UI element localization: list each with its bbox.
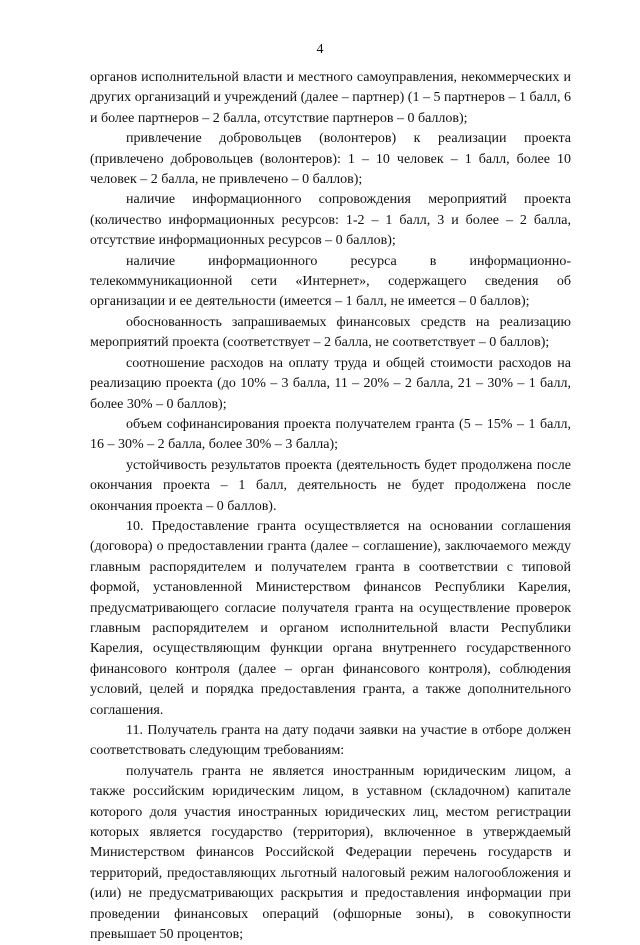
paragraph-funding-justification: обоснованность запрашиваемых финансовых средств на реализацию мероприятий проекта (соответствует – 2 балла, не соответствует – 0 баллов); bbox=[90, 314, 571, 351]
paragraph-volunteers: привлечение добровольцев (волонтеров) к реализации проекта (привлечено добровольцев (волонтеров): 1 – 10 человек – 1 балл, более 10 человек – 2 балла, не привлечено – 0 баллов); bbox=[90, 131, 571, 188]
paragraph-information-support: наличие информационного сопровождения мероприятий проекта (количество информационных ресурсов: 1-2 – 1 балл, 3 и более – 2 балла, отсутствие информационных ресурсов – 0 баллов); bbox=[90, 192, 571, 249]
paragraph-clause-11: 11. Получатель гранта на дату подачи заявки на участие в отборе должен соответствовать следующим требованиям: bbox=[90, 723, 571, 759]
paragraph-labor-cost-ratio: соотношение расходов на оплату труда и общей стоимости расходов на реализацию проекта (до 10% – 3 балла, 11 – 20% – 2 балла, 21 – 30% – 1 балл, более 30% – 0 баллов); bbox=[90, 355, 571, 412]
paragraph-cofinancing: объем софинансирования проекта получателем гранта (5 – 15% – 1 балл, 16 – 30% – 2 балла, более 30% – 3 балла); bbox=[90, 416, 571, 453]
paragraph-internet-resource: наличие информационного ресурса в информационно-телекоммуникационной сети «Интернет», содержащего сведения об организации и ее деятельности (имеется – 1 балл, не имеется – 0 баллов); bbox=[90, 253, 571, 310]
paragraph-foreign-entity-requirement: получатель гранта не является иностранным юридическим лицом, а также российским юридическим лицом, в уставном (складочном) капитале которого доля участия иностранных юридических лиц, местом регистрации которых является государство (территория), включенное в утверждаемый Министерством финансов Российской Федерации перечень государств и территорий, предоставляющих льготный налоговый режим налогообложения и (или) не предусматривающих раскрытия и предоставления информации при проведении финансовых операций (офшорные зоны), в совокупности превышает 50 процентов; bbox=[90, 763, 571, 943]
document-body bbox=[90, 68, 571, 945]
paragraph-sustainability: устойчивость результатов проекта (деятельность будет продолжена после окончания проекта – 1 балл, деятельность не будет продолжена после окончания проекта – 0 баллов). bbox=[90, 457, 571, 514]
paragraph-partners: органов исполнительной власти и местного самоуправления, некоммерческих и других организаций и учреждений (далее – партнер) (1 – 5 партнеров – 1 балл, 6 и более партнеров – 2 балла, отсутствие партнеров – 0 баллов); bbox=[90, 70, 571, 126]
page-number: 4 bbox=[316, 42, 324, 57]
paragraph-clause-10: 10. Предоставление гранта осуществляется на основании соглашения (договора) о предоставлении гранта (далее – соглашение), заключаемого между главным распорядителем и получателем гранта в соответствии с типовой формой, установленной Министерством финансов Республики Карелия, предусматривающего согласие получателя гранта на осуществление проверок главным распорядителем и органом исполнительной власти Республики Карелия, осуществляющим функции органа внутреннего государственного финансового контроля (далее – орган финансового контроля), соблюдения условий, целей и порядка предоставления гранта, а также дополнительного соглашения. bbox=[90, 518, 571, 718]
